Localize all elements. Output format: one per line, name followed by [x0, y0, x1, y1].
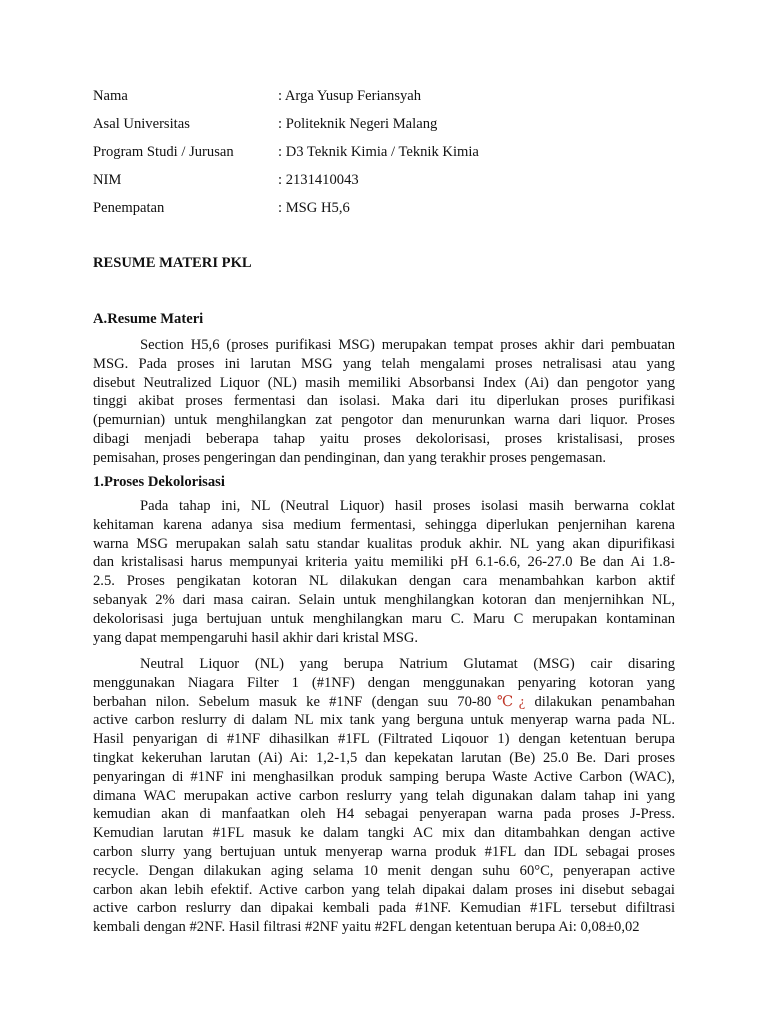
- text-line: dekolorisasi juga bertujuan untuk menghilangkan maru C. Maru C merupakan kontaminan: [93, 610, 675, 627]
- identity-label: NIM: [93, 172, 122, 188]
- text-line: Pada tahap ini, NL (Neutral Liquor) hasil proses isolasi masih berwarna coklat: [140, 498, 675, 514]
- text-line: Neutral Liquor (NL) yang berupa Natrium Glutamat (MSG) cair disaring: [140, 656, 675, 672]
- identity-row-university: [93, 114, 675, 134]
- text-line: penyaringan di #1NF ini menghasilkan produk samping berupa Waste Active Carbon (WAC),: [93, 768, 675, 785]
- section-1-heading: 1.Proses Dekolorisasi: [93, 474, 225, 490]
- text-line: active carbon reslurry di dalam NL mix tank yang berguna untuk menyerap warna pada NL.: [93, 712, 675, 729]
- text-line: recycle. Dengan dilakukan aging selama 10 menit dengan suhu 60°C, penyerapan active: [93, 862, 675, 879]
- text-line-with-symbol: [93, 693, 675, 712]
- identity-label: Asal Universitas: [93, 116, 190, 132]
- text-line: 2.5. Proses pengikatan kotoran NL dilakukan dengan cara menambahkan karbon aktif: [93, 573, 675, 590]
- text-line: Section H5,6 (proses purifikasi MSG) merupakan tempat proses akhir dari pembuatan: [140, 337, 675, 353]
- text-line: kembali dengan #2NF. Hasil filtrasi #2NF yaitu #2FL dengan ketentuan berupa Ai: 0,08±0,02: [93, 919, 640, 936]
- text-line: tingkat kekeruhan larutan (Ai) Ai: 1,2-1,5 dan kepekatan larutan (Be) 25.0 Be. Dari proses: [93, 749, 675, 766]
- identity-value: : Politeknik Negeri Malang: [278, 116, 438, 132]
- identity-value: : D3 Teknik Kimia / Teknik Kimia: [278, 144, 479, 160]
- identity-label: Penempatan: [93, 200, 165, 216]
- section-1-paragraph-1: [93, 497, 675, 647]
- identity-value: : MSG H5,6: [278, 200, 350, 216]
- text-line: tinggi akibat proses fermentasi dan isolasi. Maka dari itu diperlukan proses purifikasi: [93, 393, 675, 410]
- text-line: pemisahan, proses pengeringan dan pendinginan, dan yang terakhir proses pengemasan.: [93, 449, 607, 466]
- text-line: sebanyak 2% dari masa cairan. Selain untuk menghilangkan kotoran dan menjernihkan NL,: [93, 591, 675, 608]
- text-line: warna MSG merupakan salah satu standar kualitas produk akhir. NL yang akan dipurifikasi: [93, 535, 675, 552]
- identity-row-placement: [93, 198, 675, 218]
- text-line: active carbon reslurry dan dipakai kembali pada #1NF. Kemudian #1FL tersebut difiltrasi: [93, 900, 675, 917]
- identity-label: Program Studi / Jurusan: [93, 144, 234, 160]
- identity-label: Nama: [93, 88, 128, 104]
- text-line: Hasil penyarigan di #1NF dihasilkan #1FL (Filtrated Liqouor 1) dengan ketentuan berupa: [93, 731, 675, 748]
- document-title: RESUME MATERI PKL: [93, 255, 252, 271]
- text-line: (pemurnian) untuk menghilangkan zat pengotor dan menurunkan warna dari liquor. Proses: [93, 412, 675, 429]
- section-a-paragraph: [93, 336, 675, 468]
- identity-row-nama: [93, 86, 675, 106]
- text-fragment: berbahan nilon. Sebelum masuk ke #1NF (dengan suu 70-80: [93, 693, 492, 710]
- text-line: dibagi menjadi beberapa tahap yaitu proses dekolorisasi, proses kristalisasi, proses: [93, 430, 675, 447]
- text-line: carbon slurry yang bertujuan untuk menyerap warna produk #1FL dan IDL sebagai proses: [93, 843, 675, 860]
- text-line: Kemudian larutan #1FL masuk ke dalam tangki AC mix dan ditambahkan dengan active: [93, 825, 675, 842]
- text-line: kemudian akan di manfaatkan oleh H4 sebagai penyerapan warna pada proses J-Press.: [93, 806, 675, 823]
- temperature-symbol: ℃¿: [491, 693, 526, 710]
- text-line: disebut Neutralized Liquor (NL) masih memiliki Absorbansi Index (Ai) dan pengotor yang: [93, 374, 675, 391]
- text-line: dimana WAC merupakan active carbon reslurry yang telah digunakan dalam tahap ini yang: [93, 787, 675, 804]
- section-1-paragraph-2: [93, 655, 675, 937]
- text-line: yang dapat mempengaruhi hasil akhir dari kristal MSG.: [93, 629, 419, 646]
- text-line: menggunakan Niagara Filter 1 (#1NF) dengan menggunakan penyaring kotoran yang: [93, 674, 675, 691]
- text-line: MSG. Pada proses ini larutan MSG yang telah mengalami proses netralisasi atau yang: [93, 355, 675, 372]
- text-line: kehitaman karena adanya sisa medium fermentasi, sehingga diperlukan penjernihan karena: [93, 516, 675, 533]
- text-fragment: dilakukan penambahan: [525, 693, 675, 710]
- identity-value: : Arga Yusup Feriansyah: [278, 88, 422, 104]
- text-line: dan kristalisasi harus mempunyai kriteria yaitu memiliki pH 6.1-6.6, 26-27.0 Be dan Ai 1.8-: [93, 554, 675, 571]
- text-line: carbon akan lebih efektif. Active carbon yang telah dipakai dalam proses ini disebut sebagai: [93, 881, 675, 898]
- identity-row-program: [93, 142, 675, 162]
- identity-value: : 2131410043: [278, 172, 359, 188]
- section-a-heading: A.Resume Materi: [93, 311, 204, 327]
- identity-row-nim: [93, 170, 675, 190]
